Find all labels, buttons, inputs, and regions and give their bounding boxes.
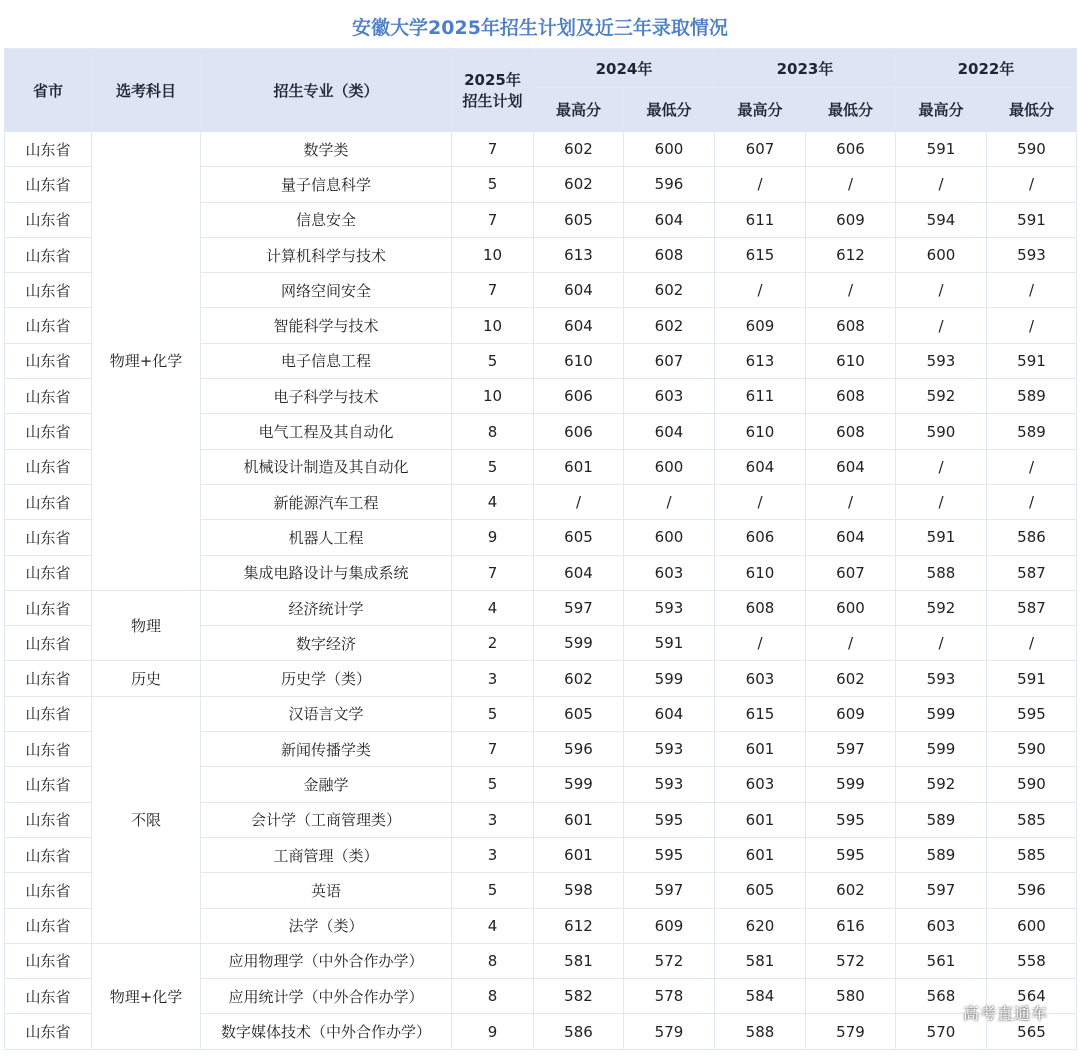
score-cell-s2023-min: 608 [806,308,896,343]
province-cell: 山东省 [5,484,92,519]
major-cell: 计算机科学与技术 [201,237,452,272]
score-cell-s2022-min: / [987,167,1077,202]
score-cell-s2023-max: 608 [715,590,806,625]
score-cell-s2024-max: 604 [534,308,624,343]
major-cell: 经济统计学 [201,590,452,625]
score-cell-s2024-min: 602 [624,308,715,343]
watermark: 高考直通车 [962,1004,1048,1023]
major-cell: 工商管理（类） [201,837,452,872]
major-cell: 量子信息科学 [201,167,452,202]
score-cell-s2023-max: 607 [715,132,806,167]
score-cell-s2022-min: / [987,449,1077,484]
plan-cell: 5 [452,167,534,202]
score-cell-s2023-max: 601 [715,837,806,872]
score-cell-s2024-max: 599 [534,767,624,802]
score-cell-s2022-max: / [896,273,987,308]
score-cell-s2024-min: 608 [624,237,715,272]
score-cell-s2022-max: 591 [896,132,987,167]
header-plan-line2: 招生计划 [462,92,523,110]
province-cell: 山东省 [5,1014,92,1049]
plan-cell: 5 [452,873,534,908]
score-cell-s2024-max: 605 [534,696,624,731]
score-cell-s2024-max: 601 [534,802,624,837]
province-cell: 山东省 [5,837,92,872]
province-cell: 山东省 [5,661,92,696]
score-cell-s2023-max: 610 [715,555,806,590]
major-cell: 数学类 [201,132,452,167]
score-cell-s2022-min: 589 [987,414,1077,449]
score-cell-s2023-min: 595 [806,802,896,837]
score-cell-s2023-max: 613 [715,343,806,378]
score-cell-s2022-max: / [896,167,987,202]
score-cell-s2024-min: 593 [624,732,715,767]
plan-cell: 10 [452,379,534,414]
score-cell-s2023-max: 604 [715,449,806,484]
province-cell: 山东省 [5,132,92,167]
score-cell-s2022-max: / [896,308,987,343]
score-cell-s2024-min: 593 [624,590,715,625]
score-cell-s2022-min: 591 [987,661,1077,696]
major-cell: 电气工程及其自动化 [201,414,452,449]
province-cell: 山东省 [5,414,92,449]
score-cell-s2024-min: 609 [624,908,715,943]
province-cell: 山东省 [5,273,92,308]
score-cell-s2023-min: 606 [806,132,896,167]
major-cell: 汉语言文学 [201,696,452,731]
province-cell: 山东省 [5,979,92,1014]
score-cell-s2024-min: 572 [624,943,715,978]
plan-cell: 3 [452,837,534,872]
header-plan [452,49,534,132]
score-cell-s2022-min: / [987,484,1077,519]
plan-cell: 4 [452,908,534,943]
province-cell: 山东省 [5,343,92,378]
province-cell: 山东省 [5,802,92,837]
score-cell-s2024-max: 606 [534,414,624,449]
score-cell-s2024-min: 595 [624,802,715,837]
score-cell-s2023-max: 606 [715,520,806,555]
plan-cell: 7 [452,732,534,767]
page [4,8,1076,1052]
page-title: 安徽大学2025年招生计划及近三年录取情况 [352,17,728,39]
major-cell: 历史学（类） [201,661,452,696]
score-cell-s2024-min: 591 [624,626,715,661]
plan-cell: 9 [452,1014,534,1049]
score-cell-s2022-max: 597 [896,873,987,908]
score-cell-s2023-max: 611 [715,202,806,237]
score-cell-s2022-max: 589 [896,837,987,872]
plan-cell: 5 [452,449,534,484]
province-cell: 山东省 [5,873,92,908]
score-cell-s2024-max: 581 [534,943,624,978]
score-cell-s2023-max: 588 [715,1014,806,1049]
province-cell: 山东省 [5,167,92,202]
plan-cell: 4 [452,590,534,625]
header-max: 最高分 [896,88,987,132]
score-cell-s2022-max: 568 [896,979,987,1014]
score-cell-s2023-max: 611 [715,379,806,414]
score-cell-s2022-min: 587 [987,555,1077,590]
score-cell-s2023-min: 607 [806,555,896,590]
header-province: 省市 [5,49,92,132]
major-cell: 新闻传播学类 [201,732,452,767]
score-cell-s2022-min: 585 [987,802,1077,837]
score-cell-s2023-min: 600 [806,590,896,625]
score-cell-s2023-min: 608 [806,414,896,449]
header-year-2022: 2022年 [896,49,1077,88]
score-cell-s2024-max: 612 [534,908,624,943]
score-cell-s2024-max: / [534,484,624,519]
plan-cell: 7 [452,202,534,237]
table-row [5,590,1077,625]
score-cell-s2024-min: 597 [624,873,715,908]
province-cell: 山东省 [5,943,92,978]
score-cell-s2024-min: 604 [624,202,715,237]
plan-cell: 10 [452,237,534,272]
score-cell-s2022-max: / [896,626,987,661]
score-cell-s2022-max: 591 [896,520,987,555]
score-cell-s2024-max: 602 [534,661,624,696]
plan-cell: 10 [452,308,534,343]
score-cell-s2023-max: 605 [715,873,806,908]
province-cell: 山东省 [5,520,92,555]
score-cell-s2023-max: 610 [715,414,806,449]
province-cell: 山东省 [5,202,92,237]
score-cell-s2024-max: 582 [534,979,624,1014]
score-cell-s2024-min: 607 [624,343,715,378]
plan-cell: 3 [452,661,534,696]
province-cell: 山东省 [5,696,92,731]
score-cell-s2024-min: 593 [624,767,715,802]
plan-cell: 8 [452,414,534,449]
header-min: 最低分 [806,88,896,132]
score-cell-s2022-min: 591 [987,202,1077,237]
province-cell: 山东省 [5,308,92,343]
table-row [5,696,1077,731]
score-cell-s2024-max: 602 [534,167,624,202]
score-cell-s2022-min: / [987,626,1077,661]
major-cell: 信息安全 [201,202,452,237]
score-cell-s2023-min: 595 [806,837,896,872]
score-cell-s2023-max: 620 [715,908,806,943]
score-cell-s2022-min: 590 [987,732,1077,767]
score-cell-s2024-min: 600 [624,520,715,555]
score-cell-s2024-max: 610 [534,343,624,378]
province-cell: 山东省 [5,767,92,802]
score-cell-s2024-max: 601 [534,449,624,484]
major-cell: 新能源汽车工程 [201,484,452,519]
score-cell-s2024-min: 602 [624,273,715,308]
plan-cell: 5 [452,696,534,731]
score-cell-s2022-max: 590 [896,414,987,449]
score-cell-s2024-min: 603 [624,379,715,414]
major-cell: 金融学 [201,767,452,802]
province-cell: 山东省 [5,449,92,484]
score-cell-s2022-max: 593 [896,343,987,378]
header-min: 最低分 [624,88,715,132]
subject-cell: 物理+化学 [92,132,201,591]
score-cell-s2023-max: 603 [715,661,806,696]
score-cell-s2022-min: 590 [987,132,1077,167]
table-row [5,132,1077,167]
score-cell-s2024-min: 595 [624,837,715,872]
score-cell-s2023-min: 579 [806,1014,896,1049]
province-cell: 山东省 [5,626,92,661]
score-cell-s2022-max: 561 [896,943,987,978]
score-cell-s2024-max: 604 [534,555,624,590]
score-cell-s2024-max: 613 [534,237,624,272]
score-cell-s2023-min: 572 [806,943,896,978]
score-cell-s2022-min: 591 [987,343,1077,378]
score-cell-s2024-max: 606 [534,379,624,414]
subject-cell: 历史 [92,661,201,696]
admission-table [4,48,1077,1050]
score-cell-s2022-min: / [987,308,1077,343]
major-cell: 机械设计制造及其自动化 [201,449,452,484]
province-cell: 山东省 [5,379,92,414]
score-cell-s2022-max: 592 [896,379,987,414]
score-cell-s2022-min: 585 [987,837,1077,872]
header-max: 最高分 [715,88,806,132]
score-cell-s2023-min: 612 [806,237,896,272]
score-cell-s2022-max: 593 [896,661,987,696]
table-row [5,661,1077,696]
score-cell-s2022-max: 594 [896,202,987,237]
header-year-2024: 2024年 [534,49,715,88]
score-cell-s2023-max: 601 [715,802,806,837]
score-cell-s2022-max: / [896,449,987,484]
plan-cell: 7 [452,555,534,590]
major-cell: 英语 [201,873,452,908]
province-cell: 山东省 [5,590,92,625]
score-cell-s2022-min: 589 [987,379,1077,414]
score-cell-s2023-max: 615 [715,696,806,731]
score-cell-s2022-max: 603 [896,908,987,943]
table-row [5,943,1077,978]
score-cell-s2023-min: 580 [806,979,896,1014]
score-cell-s2022-max: 592 [896,590,987,625]
score-cell-s2022-min: 590 [987,767,1077,802]
score-cell-s2023-min: 602 [806,661,896,696]
subject-cell: 物理 [92,590,201,661]
score-cell-s2024-min: 600 [624,132,715,167]
score-cell-s2023-min: 610 [806,343,896,378]
score-cell-s2024-min: 604 [624,696,715,731]
plan-cell: 5 [452,767,534,802]
plan-cell: 4 [452,484,534,519]
score-cell-s2023-max: 584 [715,979,806,1014]
plan-cell: 8 [452,943,534,978]
header-min: 最低分 [987,88,1077,132]
header-max: 最高分 [534,88,624,132]
score-cell-s2022-min: 564 [987,979,1077,1014]
score-cell-s2023-max: 609 [715,308,806,343]
score-cell-s2023-max: 603 [715,767,806,802]
score-cell-s2024-min: 600 [624,449,715,484]
score-cell-s2022-min: 600 [987,908,1077,943]
score-cell-s2024-min: 579 [624,1014,715,1049]
score-cell-s2022-min: 558 [987,943,1077,978]
plan-cell: 8 [452,979,534,1014]
major-cell: 法学（类） [201,908,452,943]
score-cell-s2022-max: 570 [896,1014,987,1049]
score-cell-s2024-min: / [624,484,715,519]
score-cell-s2023-max: 601 [715,732,806,767]
score-cell-s2022-min: 596 [987,873,1077,908]
header-plan-line1: 2025年 [464,71,521,89]
score-cell-s2022-min: 586 [987,520,1077,555]
plan-cell: 7 [452,132,534,167]
major-cell: 集成电路设计与集成系统 [201,555,452,590]
score-cell-s2023-min: 604 [806,520,896,555]
score-cell-s2022-min: 593 [987,237,1077,272]
major-cell: 机器人工程 [201,520,452,555]
score-cell-s2024-max: 602 [534,132,624,167]
score-cell-s2023-max: / [715,273,806,308]
major-cell: 应用统计学（中外合作办学） [201,979,452,1014]
plan-cell: 9 [452,520,534,555]
score-cell-s2024-max: 605 [534,520,624,555]
plan-cell: 3 [452,802,534,837]
score-cell-s2024-max: 601 [534,837,624,872]
major-cell: 电子科学与技术 [201,379,452,414]
score-cell-s2023-min: / [806,273,896,308]
score-cell-s2023-min: 608 [806,379,896,414]
score-cell-s2023-min: 616 [806,908,896,943]
score-cell-s2024-max: 599 [534,626,624,661]
score-cell-s2023-min: / [806,167,896,202]
subject-cell: 不限 [92,696,201,943]
score-cell-s2024-max: 596 [534,732,624,767]
score-cell-s2022-max: 599 [896,732,987,767]
score-cell-s2022-max: 599 [896,696,987,731]
score-cell-s2023-min: / [806,484,896,519]
score-cell-s2023-min: 599 [806,767,896,802]
header-year-2023: 2023年 [715,49,896,88]
score-cell-s2022-max: 589 [896,802,987,837]
major-cell: 数字媒体技术（中外合作办学） [201,1014,452,1049]
score-cell-s2023-max: 581 [715,943,806,978]
score-cell-s2024-max: 604 [534,273,624,308]
score-cell-s2024-min: 578 [624,979,715,1014]
score-cell-s2023-min: 609 [806,696,896,731]
province-cell: 山东省 [5,237,92,272]
score-cell-s2022-max: 588 [896,555,987,590]
score-cell-s2022-min: / [987,273,1077,308]
score-cell-s2023-max: 615 [715,237,806,272]
province-cell: 山东省 [5,555,92,590]
plan-cell: 7 [452,273,534,308]
score-cell-s2023-min: 604 [806,449,896,484]
score-cell-s2024-min: 604 [624,414,715,449]
score-cell-s2024-min: 596 [624,167,715,202]
score-cell-s2023-min: 609 [806,202,896,237]
score-cell-s2022-min: 587 [987,590,1077,625]
table-body [5,132,1077,1050]
province-cell: 山东省 [5,908,92,943]
score-cell-s2022-min: 565 [987,1014,1077,1049]
score-cell-s2024-max: 586 [534,1014,624,1049]
header-subject: 选考科目 [92,49,201,132]
score-cell-s2024-max: 598 [534,873,624,908]
major-cell: 网络空间安全 [201,273,452,308]
score-cell-s2024-min: 603 [624,555,715,590]
score-cell-s2022-min: 595 [987,696,1077,731]
header-major: 招生专业（类） [201,49,452,132]
score-cell-s2022-max: / [896,484,987,519]
subject-cell: 物理+化学 [92,943,201,1049]
score-cell-s2022-max: 600 [896,237,987,272]
score-cell-s2023-min: 602 [806,873,896,908]
major-cell: 应用物理学（中外合作办学） [201,943,452,978]
score-cell-s2024-max: 605 [534,202,624,237]
major-cell: 会计学（工商管理类） [201,802,452,837]
score-cell-s2022-max: 592 [896,767,987,802]
score-cell-s2023-max: / [715,626,806,661]
score-cell-s2024-max: 597 [534,590,624,625]
province-cell: 山东省 [5,732,92,767]
plan-cell: 5 [452,343,534,378]
plan-cell: 2 [452,626,534,661]
score-cell-s2023-max: / [715,167,806,202]
major-cell: 智能科学与技术 [201,308,452,343]
score-cell-s2023-min: / [806,626,896,661]
score-cell-s2023-max: / [715,484,806,519]
major-cell: 电子信息工程 [201,343,452,378]
score-cell-s2023-min: 597 [806,732,896,767]
score-cell-s2024-min: 599 [624,661,715,696]
major-cell: 数字经济 [201,626,452,661]
